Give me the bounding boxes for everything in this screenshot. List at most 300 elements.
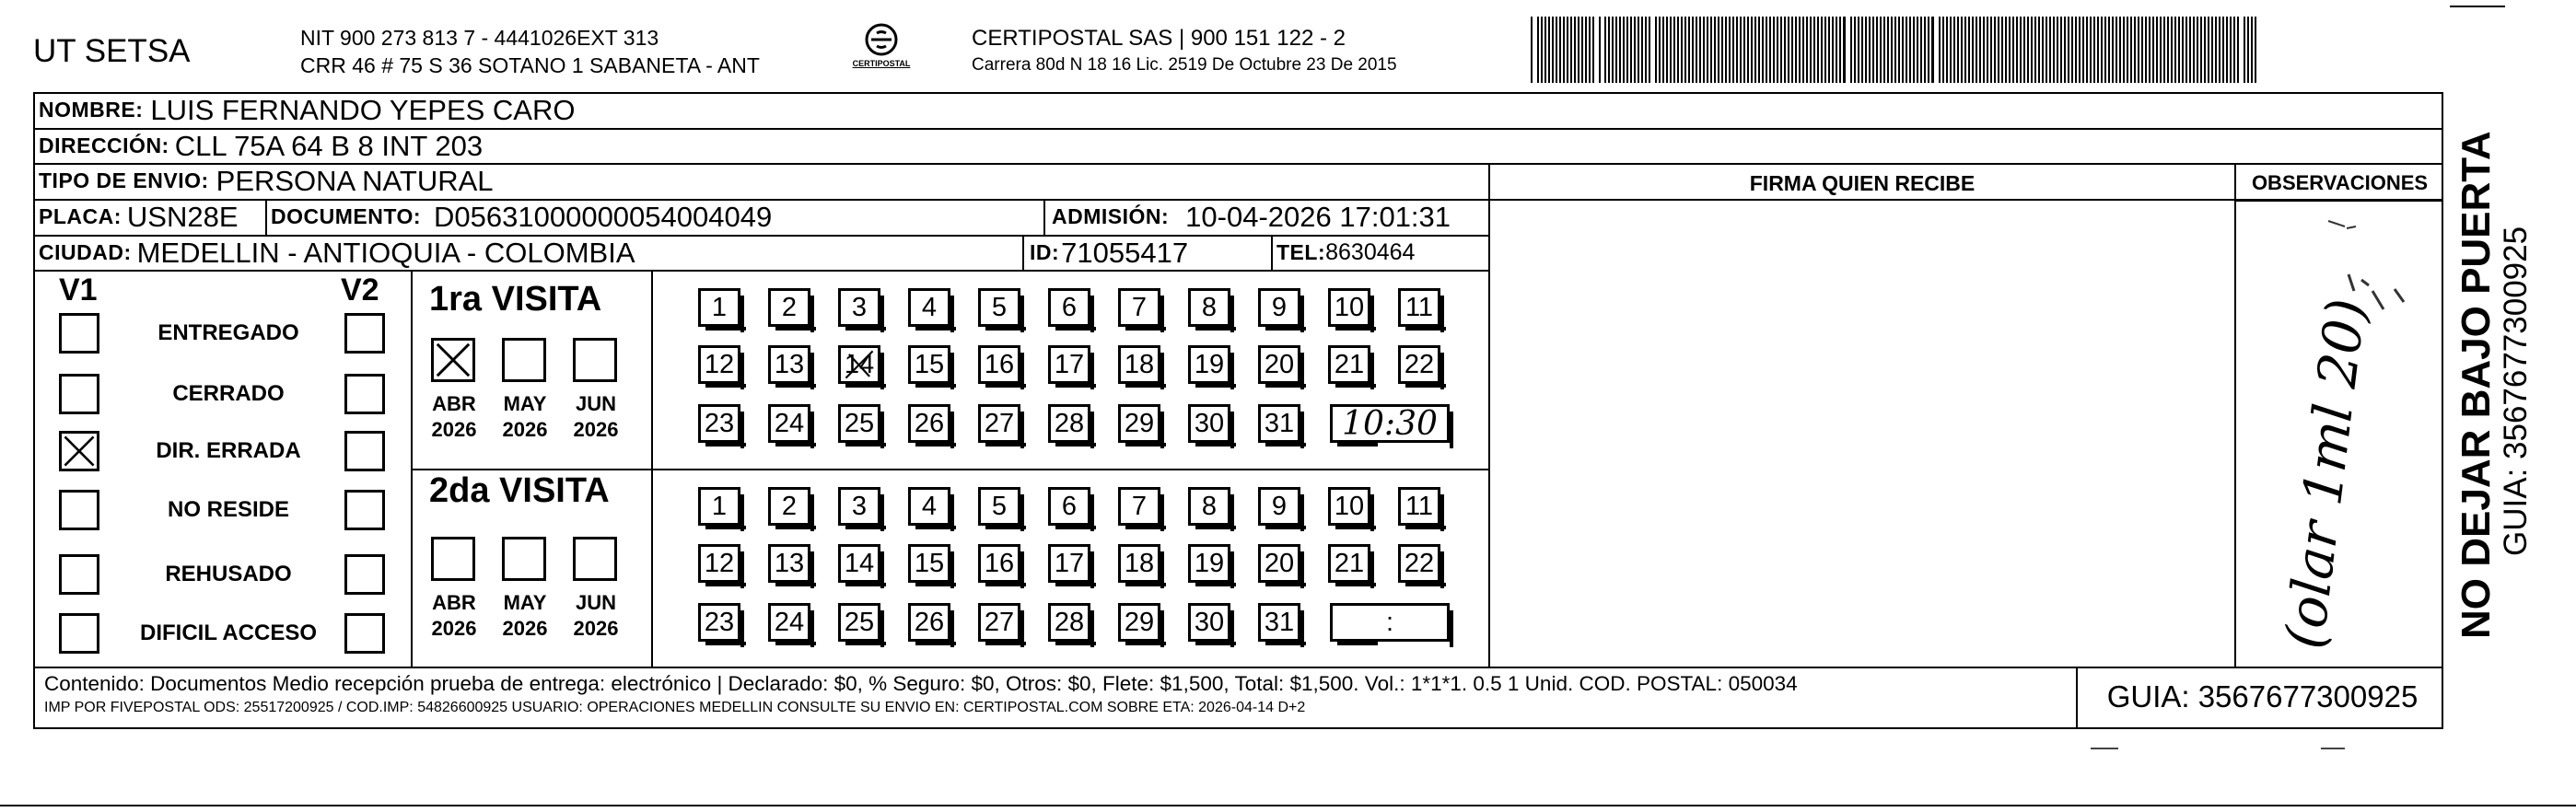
v1-checkbox[interactable] <box>59 431 99 471</box>
carrier-line-1: CERTIPOSTAL SAS | 900 151 122 - 2 <box>972 26 1346 51</box>
barcode-bar <box>1612 17 1614 83</box>
barcode-bar <box>2071 17 2073 83</box>
day-number: 14 <box>844 349 875 379</box>
barcode-bar <box>1762 17 1764 83</box>
barcode-bar <box>1740 17 1742 83</box>
day-box[interactable] <box>908 487 950 526</box>
tipo-row <box>39 164 494 198</box>
month-checkbox[interactable] <box>431 338 475 382</box>
day-number: 27 <box>984 408 1015 438</box>
v2-checkbox[interactable] <box>344 554 385 595</box>
barcode-bar <box>1813 17 1815 83</box>
month-year: 2026 <box>573 418 619 441</box>
barcode-bar <box>1961 17 1963 83</box>
day-box[interactable] <box>978 603 1020 642</box>
barcode-bar <box>2233 17 2235 83</box>
day-number: 14 <box>844 548 875 578</box>
admision-label: ADMISIÓN: <box>1052 204 1170 228</box>
day-number: 19 <box>1194 548 1225 578</box>
top-right-dash <box>2450 6 2505 7</box>
day-box[interactable] <box>698 404 740 443</box>
barcode-bar <box>1537 17 1539 83</box>
nombre-row <box>39 93 576 127</box>
day-box[interactable] <box>1258 288 1300 327</box>
day-box[interactable] <box>1118 487 1160 526</box>
bottom-edge-line <box>0 805 2576 806</box>
barcode-bar <box>1699 17 1701 83</box>
barcode-bar <box>1581 17 1583 83</box>
barcode-bar <box>2197 17 2198 83</box>
day-box[interactable] <box>698 487 740 526</box>
barcode-bar <box>1736 17 1738 83</box>
id-row <box>1030 236 1188 270</box>
day-number: 20 <box>1264 349 1295 379</box>
barcode-bar <box>1714 17 1716 83</box>
day-number: 27 <box>984 607 1015 637</box>
month-checkbox[interactable] <box>573 338 617 382</box>
barcode-bar <box>2156 17 2158 83</box>
barcode-bar <box>1574 17 1576 83</box>
logo-icon <box>849 22 914 77</box>
barcode-bar <box>2034 17 2036 83</box>
day-number: 31 <box>1264 408 1295 438</box>
barcode-bar <box>1563 17 1565 83</box>
v2-checkbox[interactable] <box>344 431 385 471</box>
barcode-bar <box>1743 17 1745 83</box>
day-number: 6 <box>1061 491 1078 521</box>
barcode-bar <box>2104 17 2106 83</box>
barcode-bar <box>1696 17 1697 83</box>
company-name: UT SETSA <box>33 33 191 69</box>
direccion-row <box>39 129 483 163</box>
barcode-bar <box>1666 17 1668 83</box>
status-label: CERRADO <box>172 381 285 406</box>
day-box[interactable] <box>1118 603 1160 642</box>
v1-checkbox[interactable] <box>59 313 99 354</box>
day-box[interactable] <box>768 345 810 384</box>
month-label <box>564 391 628 443</box>
barcode-bar <box>1634 17 1636 83</box>
v1-label: V1 <box>59 273 98 307</box>
documento-row <box>271 200 772 234</box>
barcode-bar <box>1828 17 1830 83</box>
barcode-bar <box>1913 17 1915 83</box>
month-checkbox[interactable] <box>502 537 546 581</box>
ciudad-label: CIUDAD: <box>39 240 132 264</box>
day-box[interactable] <box>1328 288 1370 327</box>
tel-label: TEL: <box>1276 240 1326 264</box>
v2-checkbox[interactable] <box>344 313 385 354</box>
month-name: MAY <box>503 392 547 415</box>
day-box[interactable] <box>1188 544 1230 583</box>
barcode-bar <box>2211 17 2213 83</box>
barcode-bar <box>2226 17 2228 83</box>
barcode-bar <box>1681 17 1683 83</box>
barcode-bar <box>1817 17 1819 83</box>
barcode-bar <box>2160 17 2162 83</box>
barcode-bar <box>2145 17 2147 83</box>
barcode-bar <box>1924 17 1926 83</box>
day-box[interactable] <box>908 603 950 642</box>
day-box[interactable] <box>1328 487 1370 526</box>
barcode-bar <box>2020 17 2022 83</box>
barcode-bar <box>1599 17 1601 83</box>
day-number: 26 <box>914 607 945 637</box>
day-number: 18 <box>1124 349 1155 379</box>
day-box[interactable] <box>1258 404 1300 443</box>
day-number: 22 <box>1404 548 1435 578</box>
visit2-title: 2da VISITA <box>429 471 610 510</box>
day-number: 28 <box>1054 607 1085 637</box>
barcode-bar <box>1670 17 1672 83</box>
barcode-bar <box>1872 17 1874 83</box>
barcode-bar <box>2134 17 2136 83</box>
day-number: 28 <box>1054 408 1085 438</box>
month-name: ABR <box>432 591 476 614</box>
barcode-bar <box>2101 17 2103 83</box>
day-box[interactable] <box>698 345 740 384</box>
month-label <box>564 590 628 642</box>
month-year: 2026 <box>431 418 477 441</box>
barcode-bar <box>1773 17 1775 83</box>
barcode-bar <box>2090 17 2092 83</box>
day-number: 20 <box>1264 548 1295 578</box>
month-label <box>493 391 557 443</box>
id-value: 71055417 <box>1061 236 1189 269</box>
visit1-title: 1ra VISITA <box>429 280 602 319</box>
barcode-bar <box>1769 17 1771 83</box>
barcode-bar <box>2057 17 2058 83</box>
status-label: DIR. ERRADA <box>156 438 301 463</box>
month-year: 2026 <box>502 617 548 640</box>
time-box[interactable] <box>1330 404 1450 443</box>
barcode-bar <box>2027 17 2029 83</box>
barcode-bar <box>2167 17 2169 83</box>
barcode-bar <box>1688 17 1690 83</box>
barcode-bar <box>1707 17 1708 83</box>
day-box[interactable] <box>838 603 880 642</box>
barcode-bar <box>1950 17 1952 83</box>
barcode-bar <box>1821 17 1823 83</box>
barcode-bar <box>1891 17 1893 83</box>
day-number: 7 <box>1131 491 1148 521</box>
month-year: 2026 <box>502 418 548 441</box>
day-box[interactable] <box>908 544 950 583</box>
barcode-bar <box>1703 17 1705 83</box>
carrier-line-2: Carrera 80d N 18 16 Lic. 2519 De Octubre 23 De 2015 <box>972 55 1397 75</box>
day-box[interactable] <box>908 404 950 443</box>
barcode-bar <box>2005 17 2007 83</box>
day-number: 1 <box>711 292 728 322</box>
barcode-bar <box>1990 17 1992 83</box>
barcode-bar <box>2186 17 2187 83</box>
documento-label: DOCUMENTO: <box>271 204 422 228</box>
day-box[interactable] <box>1328 544 1370 583</box>
day-box[interactable] <box>1258 345 1300 384</box>
barcode-bar <box>1931 17 1934 83</box>
barcode-bar <box>1865 17 1867 83</box>
barcode-bar <box>1559 17 1561 83</box>
day-box[interactable] <box>978 345 1020 384</box>
day-number: 23 <box>704 408 735 438</box>
day-box[interactable] <box>768 603 810 642</box>
day-box[interactable] <box>768 544 810 583</box>
barcode-bar <box>2171 17 2173 83</box>
barcode-bar <box>1630 17 1632 83</box>
day-box[interactable] <box>838 544 880 583</box>
day-box[interactable] <box>1258 544 1300 583</box>
v2-checkbox[interactable] <box>344 374 385 414</box>
barcode-bar <box>2123 17 2125 83</box>
barcode-bar <box>2038 17 2040 83</box>
barcode-bar <box>1684 17 1686 83</box>
day-box[interactable] <box>698 288 740 327</box>
barcode-bar <box>2049 17 2051 83</box>
barcode-bar <box>1592 17 1594 83</box>
barcode-bar <box>2189 17 2191 83</box>
barcode-bar <box>1802 17 1804 83</box>
v1-checkbox[interactable] <box>59 490 99 530</box>
barcode-bar <box>1615 17 1617 83</box>
barcode-bar <box>1556 17 1557 83</box>
barcode-bar <box>2247 17 2249 83</box>
day-box[interactable] <box>1398 288 1440 327</box>
barcode-bar <box>1729 17 1731 83</box>
nit-line-1: NIT 900 273 813 7 - 4441026EXT 313 <box>300 26 659 50</box>
barcode-bar <box>1894 17 1896 83</box>
footer-line-1: Contenido: Documentos Medio recepción prueba de entrega: electrónico | Declarado: $0, % Seguro: $0, Otros: $0, Flete: $1,500, Total: $1,500. Vol.: 1*1*1. 0.5 1 Unid. COD. POSTAL: 050034 <box>44 672 1798 695</box>
v2-checkbox[interactable] <box>344 490 385 530</box>
barcode-bar <box>2182 17 2184 83</box>
month-checkbox[interactable] <box>431 537 475 581</box>
barcode-bar <box>1604 17 1606 83</box>
barcode-bar <box>1544 17 1546 83</box>
day-mark-icon <box>841 348 878 381</box>
month-name: JUN <box>575 591 616 614</box>
day-box[interactable] <box>1328 345 1370 384</box>
barcode-bar <box>2251 17 2253 83</box>
day-box[interactable] <box>978 404 1020 443</box>
day-number: 17 <box>1054 349 1085 379</box>
status-label: ENTREGADO <box>157 320 299 345</box>
tel-value: 8630464 <box>1325 239 1416 265</box>
day-box[interactable] <box>1118 288 1160 327</box>
barcode-bar <box>1623 17 1625 83</box>
placa-label: PLACA: <box>39 204 122 228</box>
barcode-bar <box>2108 17 2110 83</box>
barcode-bar <box>2200 17 2202 83</box>
barcode-bar <box>1917 17 1918 83</box>
barcode-bar <box>2208 17 2209 83</box>
day-number: 7 <box>1131 292 1148 322</box>
day-box[interactable] <box>1118 404 1160 443</box>
barcode-bar <box>1928 17 1929 83</box>
day-box[interactable] <box>838 345 880 384</box>
barcode-bar <box>1673 17 1675 83</box>
day-box[interactable] <box>1118 345 1160 384</box>
barcode-bar <box>1710 17 1712 83</box>
v1-checkbox[interactable] <box>59 374 99 414</box>
day-number: 13 <box>774 548 805 578</box>
day-number: 16 <box>984 349 1015 379</box>
tipo-value: PERSONA NATURAL <box>216 164 494 197</box>
barcode-bar <box>2204 17 2206 83</box>
footer-guia: GUIA: 3567677300925 <box>2106 679 2419 713</box>
day-box[interactable] <box>978 544 1020 583</box>
barcode-bar <box>1909 17 1911 83</box>
day-box[interactable] <box>768 404 810 443</box>
barcode-bar <box>1976 17 1977 83</box>
day-box[interactable] <box>768 487 810 526</box>
barcode-bar <box>1987 17 1988 83</box>
time-box[interactable] <box>1330 603 1450 642</box>
barcode-bar <box>2141 17 2143 83</box>
day-box[interactable] <box>1048 603 1090 642</box>
barcode-bar <box>1942 17 1944 83</box>
barcode-bar <box>2093 17 2095 83</box>
day-box[interactable] <box>908 345 950 384</box>
barcode-bar <box>1655 17 1657 83</box>
barcode-bar <box>2009 17 2011 83</box>
barcode-bar <box>1806 17 1808 83</box>
month-label <box>493 590 557 642</box>
barcode-bar <box>2163 17 2165 83</box>
barcode-bar <box>1641 17 1643 83</box>
barcode-bar <box>2079 17 2081 83</box>
documento-value: D05631000000054004049 <box>434 200 773 233</box>
day-number: 19 <box>1194 349 1225 379</box>
barcode-bar <box>1883 17 1885 83</box>
day-box[interactable] <box>1118 544 1160 583</box>
barcode-bar <box>2255 17 2256 83</box>
barcode-bar <box>1832 17 1834 83</box>
day-box[interactable] <box>908 288 950 327</box>
barcode-bar <box>1972 17 1974 83</box>
day-box[interactable] <box>1188 404 1230 443</box>
month-name: JUN <box>575 392 616 415</box>
status-label: NO RESIDE <box>167 497 290 522</box>
barcode-bar <box>1994 17 1996 83</box>
nit-line-2: CRR 46 # 75 S 36 SOTANO 1 SABANETA - ANT <box>300 53 760 77</box>
day-box[interactable] <box>838 487 880 526</box>
day-box[interactable] <box>1258 487 1300 526</box>
barcode-bar <box>2053 17 2055 83</box>
barcode-bar <box>2016 17 2018 83</box>
barcode-bar <box>1758 17 1760 83</box>
day-number: 2 <box>781 292 798 322</box>
placa-value: USN28E <box>126 200 239 233</box>
barcode-bar <box>1589 17 1591 83</box>
barcode-bar <box>1799 17 1801 83</box>
day-number: 16 <box>984 548 1015 578</box>
v1-checkbox[interactable] <box>59 554 99 595</box>
day-box[interactable] <box>1258 603 1300 642</box>
barcode-bar <box>2082 17 2084 83</box>
barcode-bar <box>1836 17 1837 83</box>
barcode-bar <box>1795 17 1797 83</box>
barcode-bar <box>1626 17 1628 83</box>
nombre-label: NOMBRE: <box>39 98 144 122</box>
day-box[interactable] <box>1188 288 1230 327</box>
day-box[interactable] <box>1188 487 1230 526</box>
barcode-bar <box>1858 17 1859 83</box>
id-label: ID: <box>1030 240 1060 264</box>
barcode-bar <box>1747 17 1749 83</box>
barcode-bar <box>2215 17 2217 83</box>
direccion-label: DIRECCIÓN: <box>39 133 169 157</box>
day-box[interactable] <box>1398 544 1440 583</box>
day-box[interactable] <box>1398 487 1440 526</box>
day-number: 26 <box>914 408 945 438</box>
check-x-icon <box>434 341 472 379</box>
day-number: 11 <box>1405 491 1434 521</box>
side-guia-text: GUIA: 3567677300925 <box>2498 226 2534 556</box>
day-box[interactable] <box>1048 487 1090 526</box>
day-box[interactable] <box>1048 288 1090 327</box>
barcode-bar <box>1662 17 1664 83</box>
barcode-bar <box>1843 17 1846 83</box>
day-number: 30 <box>1194 408 1225 438</box>
barcode-bar <box>2193 17 2195 83</box>
day-box[interactable] <box>978 487 1020 526</box>
logo-text: CERTIPOSTAL <box>852 59 911 68</box>
barcode-bar <box>1998 17 1999 83</box>
day-box[interactable] <box>698 603 740 642</box>
barcode-bar <box>1788 17 1789 83</box>
day-box[interactable] <box>698 544 740 583</box>
day-box[interactable] <box>1048 404 1090 443</box>
barcode-bar <box>1906 17 1907 83</box>
day-box[interactable] <box>1048 345 1090 384</box>
barcode-bar <box>1638 17 1639 83</box>
barcode-bar <box>1619 17 1621 83</box>
day-box[interactable] <box>1048 544 1090 583</box>
barcode-bar <box>1791 17 1793 83</box>
day-box[interactable] <box>1188 603 1230 642</box>
v2-checkbox[interactable] <box>344 613 385 654</box>
day-number: 17 <box>1054 548 1085 578</box>
barcode-bar <box>2001 17 2003 83</box>
day-box[interactable] <box>838 404 880 443</box>
day-number: 30 <box>1194 607 1225 637</box>
day-number: 24 <box>774 607 805 637</box>
day-number: 11 <box>1405 292 1434 322</box>
day-box[interactable] <box>838 288 880 327</box>
barcode-icon <box>1531 17 2263 83</box>
month-label <box>422 391 486 443</box>
v1-checkbox[interactable] <box>59 613 99 654</box>
day-box[interactable] <box>1188 345 1230 384</box>
month-checkbox[interactable] <box>502 338 546 382</box>
day-number: 12 <box>704 349 735 379</box>
barcode-bar <box>1541 17 1543 83</box>
day-number: 12 <box>704 548 735 578</box>
barcode-bar <box>1939 17 1941 83</box>
day-box[interactable] <box>768 288 810 327</box>
barcode-bar <box>2042 17 2044 83</box>
day-box[interactable] <box>978 288 1020 327</box>
day-number: 8 <box>1201 292 1218 322</box>
barcode-bar <box>1732 17 1734 83</box>
barcode-bar <box>1876 17 1878 83</box>
barcode-bar <box>2244 17 2245 83</box>
footer-line-2: IMP POR FIVEPOSTAL ODS: 25517200925 / COD.IMP: 54826600925 USUARIO: OPERACIONES MEDELLIN CONSULTE SU ENVIO EN: CERTIPOSTAL.COM SOBRE ETA: 2026-04-14 D+2 <box>44 700 1306 715</box>
month-checkbox[interactable] <box>573 537 617 581</box>
day-box[interactable] <box>1398 345 1440 384</box>
tel-row <box>1276 236 1415 270</box>
barcode-bar <box>1979 17 1981 83</box>
barcode-bar <box>2012 17 2014 83</box>
